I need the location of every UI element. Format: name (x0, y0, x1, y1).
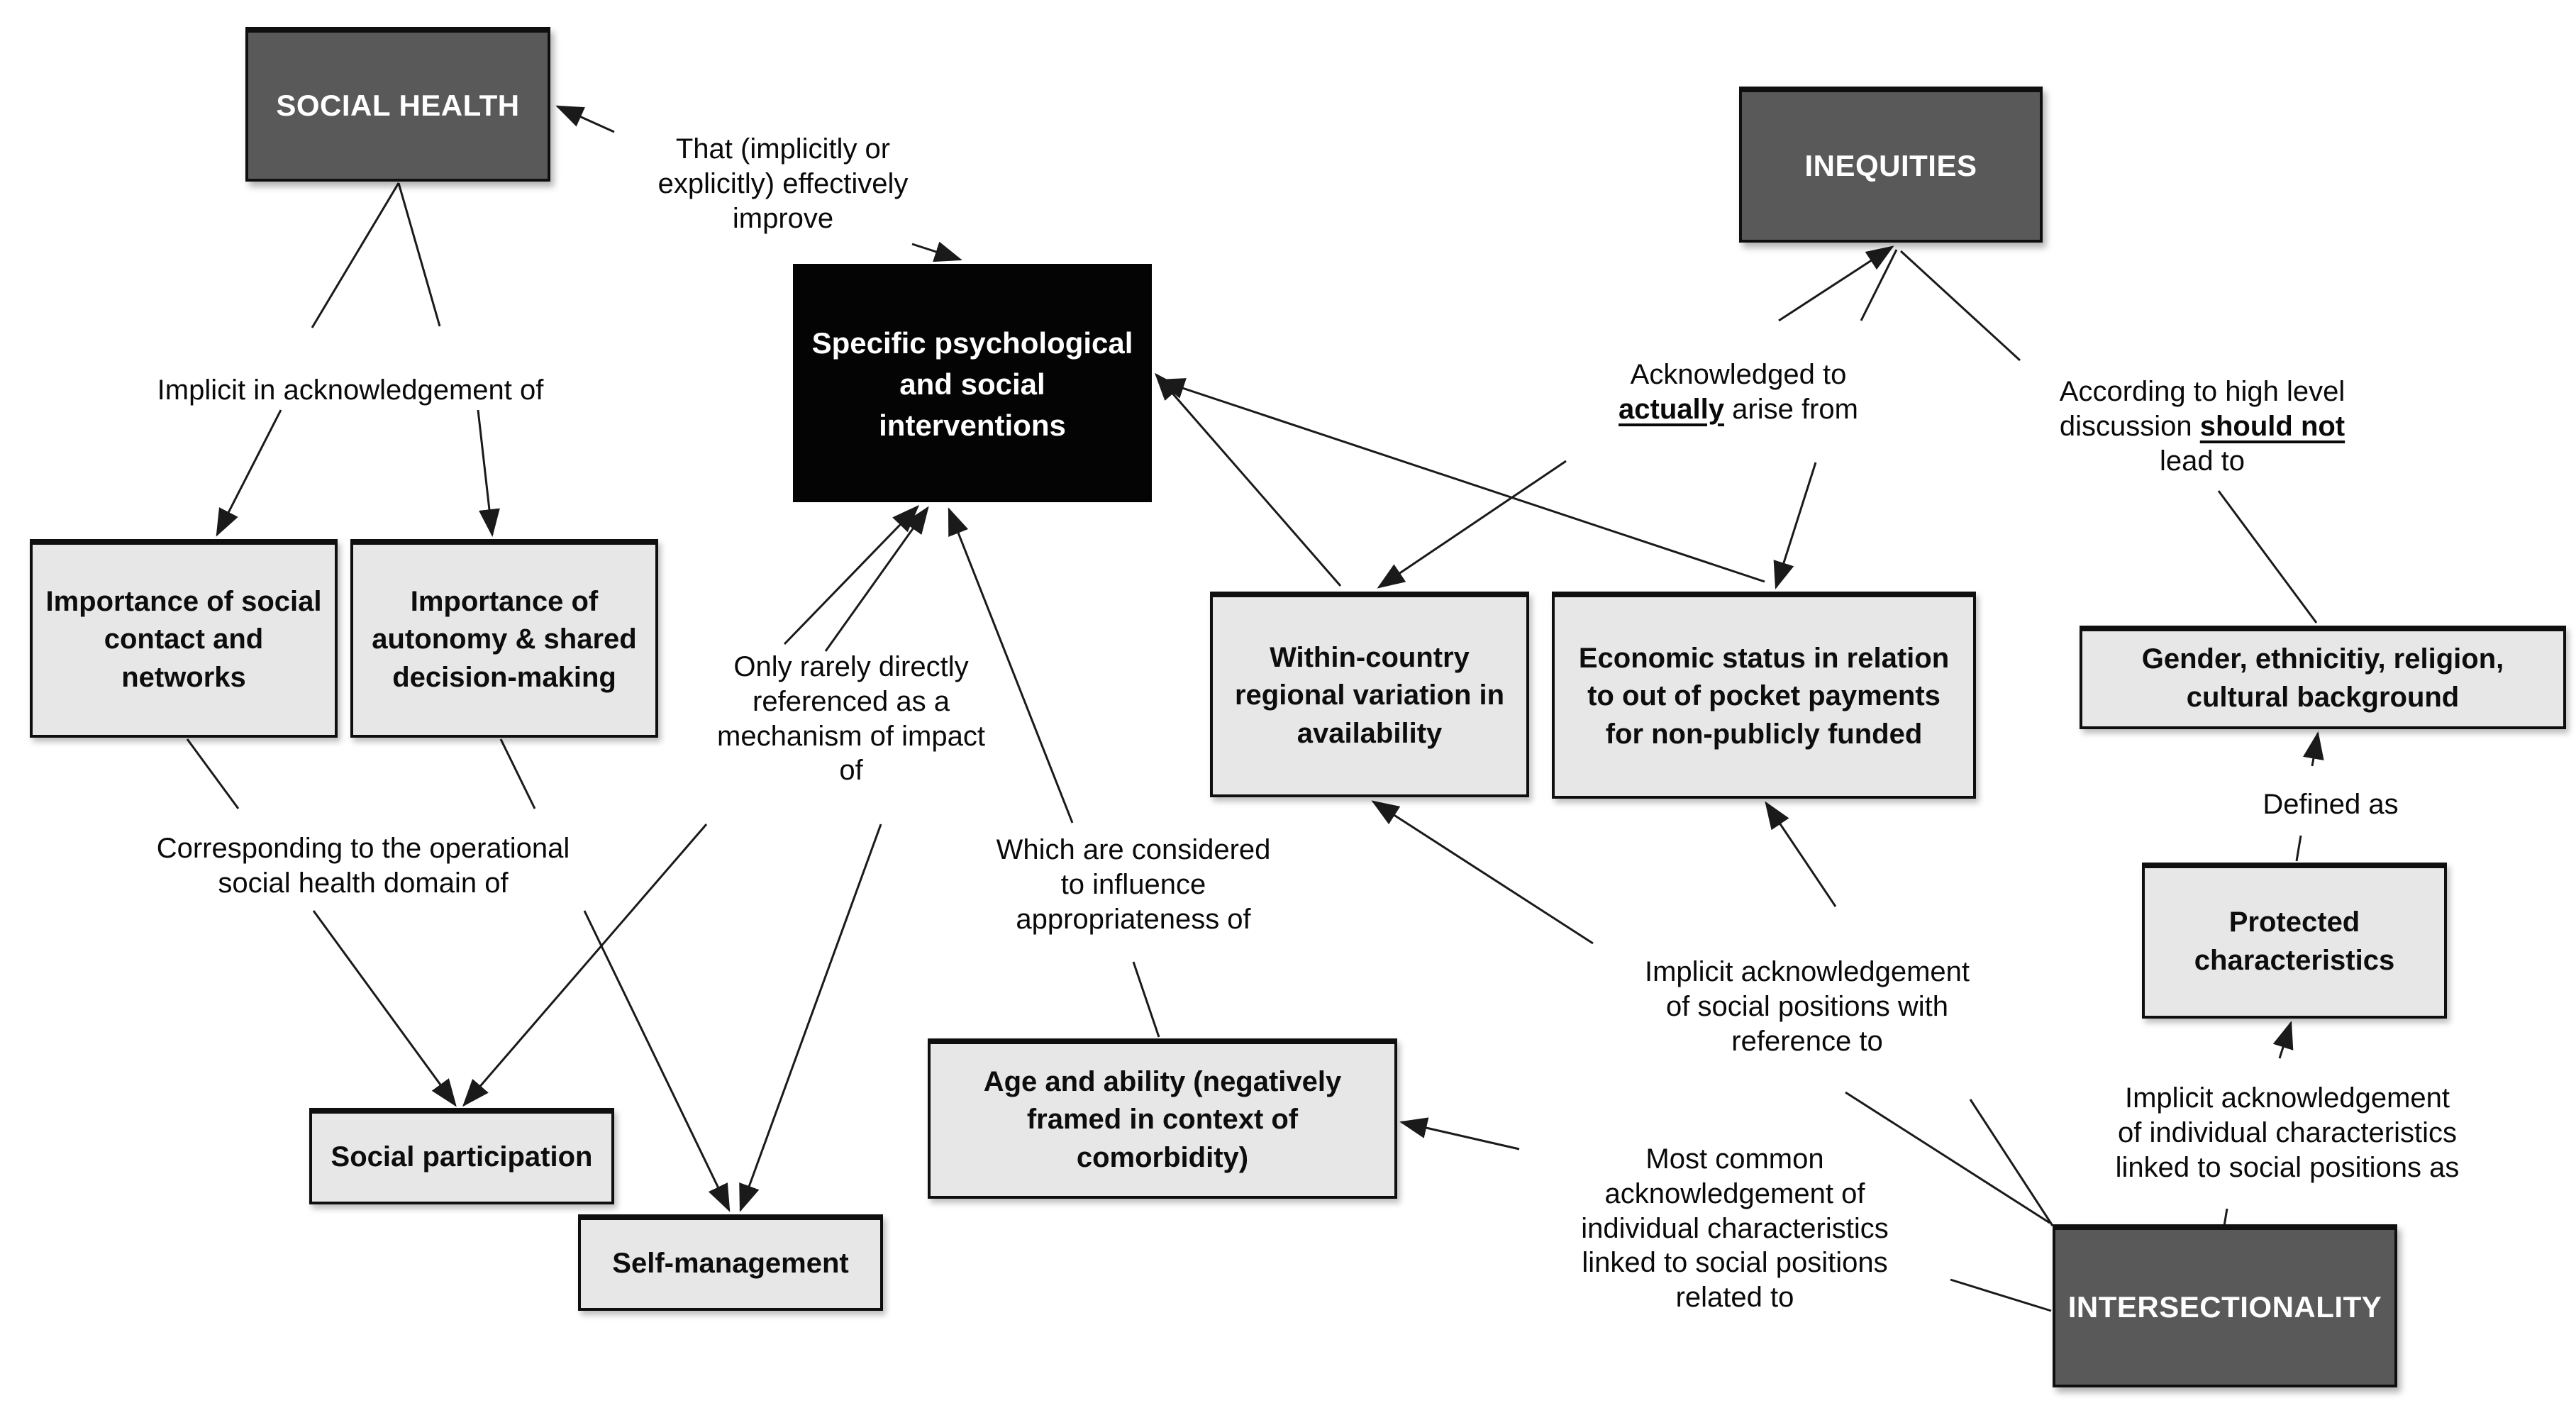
label-most-common-line-3: linked to social positions (1582, 1247, 1888, 1279)
edge-protected-to-definedas (2297, 836, 2301, 861)
edge-within-to-interventions (1156, 375, 1340, 586)
label-which-considered-line-1: to influence (1060, 868, 1206, 900)
label-effectively-improve-line-1: explicitly) effectively (657, 167, 909, 199)
label-according-high-level (2060, 375, 2345, 478)
edge-rarely-to-interventions-1 (784, 506, 918, 644)
node-interventions (793, 264, 1152, 502)
label-implicit-social-positions-line-2: reference to (1731, 1025, 1883, 1057)
edge-improve-to-social-health (557, 106, 614, 132)
node-importance-autonomy (350, 539, 658, 738)
node-label-within-country: Within-country regional variation in availability (1234, 641, 1505, 749)
label-implicit-in-ack (157, 373, 544, 408)
edge-intersectionality-to-individual (2224, 1209, 2227, 1226)
edge-according-to-gender (2219, 491, 2316, 623)
label-effectively-improve (658, 132, 909, 235)
label-which-considered (996, 833, 1271, 936)
label-which-considered-line-2: appropriateness of (1016, 903, 1251, 935)
node-label-age-ability: Age and ability (negatively framed in context of comorbidity) (983, 1065, 1342, 1173)
label-acknowledged-arise-line-1: actually arise from (1619, 393, 1858, 425)
label-corresponding-line-0: Corresponding to the operational (156, 833, 570, 864)
edge-which-to-age (1133, 962, 1159, 1037)
label-corresponding (157, 831, 570, 901)
label-only-rarely-line-3: of (839, 755, 863, 787)
label-according-high-level-line-1: discussion should not (2059, 410, 2345, 442)
edge-acknowledged-to-inequities-2 (1861, 250, 1897, 321)
node-self-management (578, 1214, 883, 1311)
edge-individual-to-protected (2280, 1023, 2291, 1058)
edge-improve-to-interventions (912, 244, 960, 260)
node-label-protected-characteristics: Protected characteristics (2194, 907, 2395, 976)
edge-according-to-inequities (1901, 251, 2020, 360)
edge-mostcommon-to-intersectionality (1950, 1280, 2051, 1311)
edge-implicitack-to-autonomy (478, 410, 492, 535)
label-acknowledged-arise (1619, 357, 1858, 427)
edge-acknowledged-to-economic (1776, 462, 1816, 587)
label-implicit-individual (2116, 1081, 2460, 1185)
node-label-inequities: INEQUITIES (1804, 148, 1977, 182)
edge-autonomy-to-corresponding (501, 739, 535, 809)
label-which-considered-line-0: Which are considered (996, 834, 1271, 865)
node-label-social-health: SOCIAL HEALTH (276, 88, 520, 122)
node-label-interventions: Specific psychological and social interventions (811, 326, 1133, 442)
node-gender-ethnicity (2080, 626, 2566, 729)
label-most-common (1581, 1142, 1889, 1315)
node-label-importance-autonomy: Importance of autonomy & shared decision-making (372, 585, 637, 693)
node-label-intersectionality: INTERSECTIONALITY (2067, 1290, 2382, 1324)
node-label-self-management: Self-management (612, 1248, 849, 1280)
node-social-health (245, 27, 550, 182)
label-implicit-social-positions-line-0: Implicit acknowledgement (1645, 956, 1970, 987)
label-defined-as-line-0: Defined as (2263, 789, 2399, 820)
edge-contact-to-corresponding (187, 739, 238, 809)
node-age-ability (928, 1038, 1397, 1199)
edge-rarely-to-interventions-2 (826, 508, 928, 651)
edge-definedas-to-gender (2312, 733, 2318, 766)
label-most-common-line-1: acknowledgement of (1604, 1177, 1865, 1209)
edge-social-health-fan-left (312, 183, 399, 328)
label-implicit-social-positions (1645, 955, 1970, 1058)
edge-acknowledged-to-inequities-1 (1779, 247, 1892, 321)
edge-corresponding-to-participation (313, 911, 455, 1105)
label-implicit-individual-line-1: of individual characteristics (2118, 1116, 2457, 1148)
label-only-rarely-line-0: Only rarely directly (733, 651, 969, 682)
edge-socialpositions-to-within (1373, 802, 1593, 943)
edge-acknowledged-to-within (1379, 461, 1566, 587)
label-acknowledged-arise-line-0: Acknowledged to (1630, 359, 1847, 390)
label-implicit-social-positions-line-1: of social positions with (1666, 990, 1948, 1022)
label-effectively-improve-line-2: improve (732, 202, 834, 234)
label-implicit-in-ack-line-0: Implicit in acknowledgement of (157, 375, 544, 406)
label-implicit-individual-line-0: Implicit acknowledgement (2125, 1082, 2450, 1114)
edge-mostcommon-to-age (1401, 1122, 1519, 1149)
label-most-common-line-2: individual characteristics (1581, 1212, 1889, 1244)
edge-rarely-to-selfmgmt (740, 824, 881, 1210)
label-defined-as (2263, 787, 2398, 822)
label-implicit-individual-line-2: linked to social positions as (2115, 1151, 2460, 1183)
label-corresponding-line-1: social health domain of (218, 867, 509, 899)
label-according-high-level-line-2: lead to (2159, 445, 2245, 477)
node-within-country (1210, 592, 1529, 797)
node-social-participation (309, 1108, 614, 1204)
node-label-importance-contact: Importance of social contact and networks (45, 585, 322, 693)
label-only-rarely-line-1: referenced as a (753, 685, 950, 717)
label-only-rarely-line-2: mechanism of impact (717, 720, 985, 752)
edge-socialpositions-to-economic (1766, 803, 1836, 907)
label-effectively-improve-line-0: That (implicitly or (675, 133, 891, 165)
edge-implicitack-to-contact (217, 410, 281, 535)
label-most-common-line-0: Most common (1645, 1143, 1824, 1175)
node-importance-contact (30, 539, 338, 738)
node-intersectionality (2053, 1224, 2397, 1387)
node-label-social-participation: Social participation (331, 1141, 593, 1173)
node-label-economic-status: Economic status in relation to out of pocket payments for non-publicly funded (1578, 642, 1950, 750)
node-inequities (1739, 87, 2043, 243)
node-economic-status (1552, 592, 1976, 799)
label-according-high-level-line-0: According to high level (2059, 376, 2345, 407)
node-label-gender-ethnicity: Gender, ethnicitiy, religion, cultural background (2141, 643, 2504, 713)
label-most-common-line-4: related to (1675, 1282, 1794, 1314)
node-protected-characteristics (2142, 863, 2447, 1019)
edge-reference-to-intersectionality-2 (1970, 1099, 2053, 1226)
label-only-rarely (717, 650, 985, 788)
edge-social-health-fan-right (399, 183, 440, 326)
